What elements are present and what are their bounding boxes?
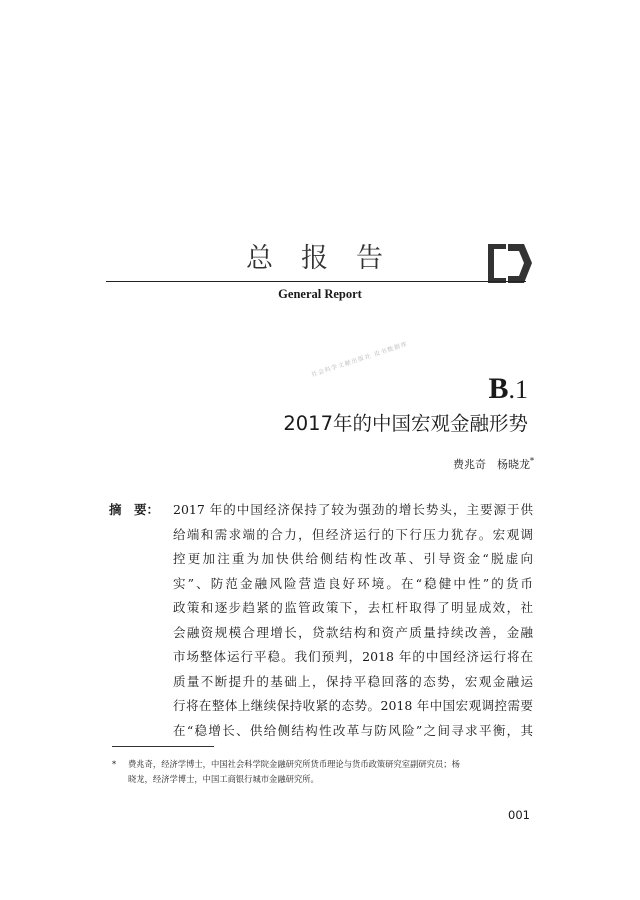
abstract-line: 会融资规模合理增长，贷款结构和资产质量持续改善，金融 (173, 624, 533, 640)
author-line (453, 456, 534, 472)
watermark: 社会科学文献出版社 皮书数据库 (310, 340, 409, 379)
section-title: 总报告 (246, 243, 411, 274)
chapter-number-letter: B (488, 372, 509, 405)
chapter-number (488, 372, 528, 406)
page-number: 001 (508, 808, 530, 822)
abstract-line: 质量不断提升的基础上，保持平稳回落的态势，宏观金融运 (173, 673, 533, 689)
abstract-line: 政策和逐步趋紧的监管政策下，去杠杆取得了明显成效，社 (173, 600, 533, 615)
author-footnote-mark: * (530, 456, 534, 466)
header-rule (106, 281, 526, 282)
abstract-line: 给端和需求端的合力，但经济运行的下行压力犹存。宏观调 (173, 526, 533, 542)
footnote (112, 757, 536, 787)
abstract-line: 控更加注重为加快供给侧结构性改革、引导资金“脱虚向 (173, 551, 533, 566)
abstract-line: 在“稳增长、供给侧结构性改革与防风险”之间寻求平衡，其 (173, 722, 533, 738)
author-names: 费兆奇 杨晓龙 (453, 458, 530, 471)
footnote-line-2: 晓龙，经济学博士，中国工商银行城市金融研究所。 (128, 774, 319, 784)
book-logo-icon (486, 240, 534, 286)
abstract-line: 市场整体运行平稳。我们预判，2018 年的中国经济运行将在 (173, 649, 533, 664)
abstract-body (173, 498, 533, 743)
abstract-line: 实”、防范金融风险营造良好环境。在“稳健中性”的货币 (173, 575, 533, 591)
abstract-line: 2017 年的中国经济保持了较为强劲的增长势头，主要源于供 (173, 502, 533, 517)
chapter-number-suffix: .1 (508, 375, 528, 404)
footnote-line-1: 费兆奇，经济学博士，中国社会科学院金融研究所货币理论与货币政策研究室副研究员；杨 (128, 759, 460, 769)
abstract-label: 摘 要： (109, 502, 160, 517)
footnote-mark: * (112, 759, 117, 769)
chapter-title: 2017年的中国宏观金融形势 (283, 412, 528, 435)
section-subtitle: General Report (278, 287, 362, 301)
abstract-line: 行将在整体上继续保持收紧的态势。2018 年中国宏观调控需要 (173, 698, 533, 713)
footnote-rule (112, 746, 214, 747)
